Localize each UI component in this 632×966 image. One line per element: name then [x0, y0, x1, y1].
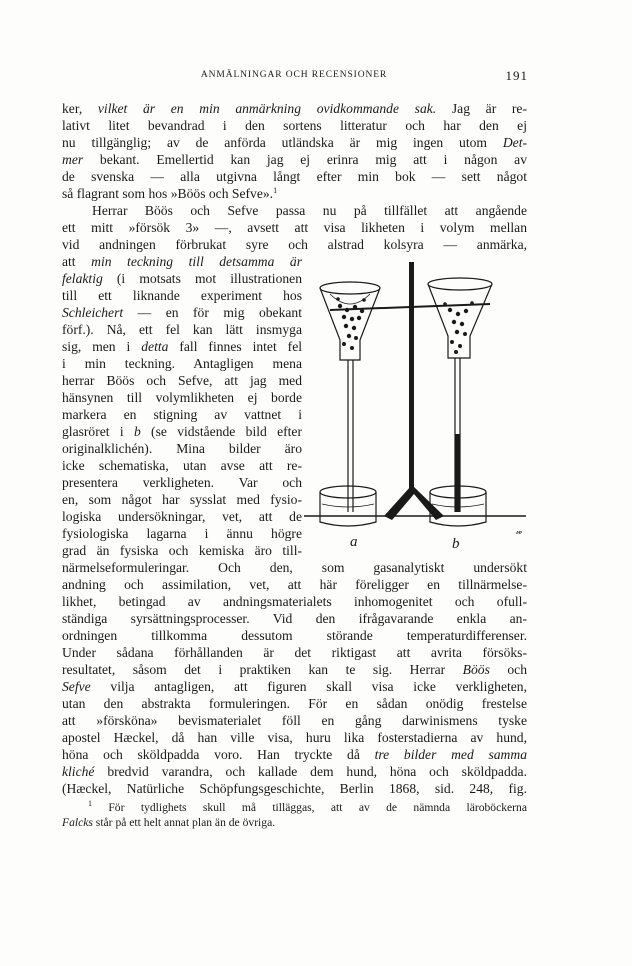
- text-line: utan den abstrakta formuleringen. För en sådan onödig frestelse: [62, 696, 527, 711]
- footnote-number: 1: [88, 799, 92, 808]
- engraver-signature: 𝓌: [516, 526, 523, 536]
- text-line: apostel Hæckel, då han ville visa, huru lika fosterstadierna av hund,: [62, 730, 527, 745]
- text-line: ker, vilket är en min anmärkning ovidkommande sak. Jag är re-: [62, 101, 527, 116]
- text-line: närmelseformuleringar. Och den, som gasanalytiskt undersökt: [62, 560, 527, 575]
- text-line: kliché bredvid varandra, och kallade dem hund, höna och sköldpadda.: [62, 764, 527, 779]
- text-line: till ett liknande experiment hos: [62, 288, 302, 303]
- text-line: ordningen tillkomma dessutom störande temperaturdifferenser.: [62, 628, 527, 643]
- text-line: lativt litet bevandrad i den sortens litteratur och har den ej: [62, 118, 527, 133]
- text-line: originalklichén). Mina bilder äro: [62, 441, 302, 456]
- footnote-line: $^1$ För tydlighets skull må tilläggas, att av de nämnda läroböckerna: [88, 799, 527, 814]
- page-number: 191: [505, 68, 528, 83]
- text-line: så flagrant som hos »Böös och Sefve».$^1$: [62, 186, 278, 201]
- label-a: a: [350, 534, 358, 550]
- water-column-b: [456, 434, 460, 512]
- text-line: sig, men i detta fall finnes intet fel: [62, 339, 302, 354]
- text-line: felaktig (i motsats mot illustrationen: [62, 271, 302, 286]
- label-b: b: [452, 536, 460, 552]
- text-line: hänsynen till volymlikheten ej borde: [62, 390, 302, 405]
- text-line: icke schematiska, utan avse att re-: [62, 458, 302, 473]
- text-line: andning och assimilation, vet, att här föreligger en tillnärmelse-: [62, 577, 527, 592]
- text-line: vid andningen förbrukat syre och alstrad kolsyra — anmärka,: [62, 237, 527, 252]
- text-line: ständiga syrsättningsprocesser. Vid den ifrågavarande enkla an-: [62, 611, 527, 626]
- stand-base: [384, 486, 444, 520]
- text-line: i min teckning. Antagligen mena: [62, 356, 302, 371]
- running-title: ANMÄLNINGAR OCH RECENSIONER: [200, 70, 388, 80]
- footnote-marker: 1: [273, 186, 278, 195]
- text-line: grad än fysiska och kemiska äro till-: [62, 543, 302, 558]
- text-line: Under sådana förhållanden är det riktigast att avrita försöks-: [62, 645, 527, 660]
- text-line: förf.). Nå, ett fel kan lätt insmyga: [62, 322, 302, 337]
- page-header: [60, 68, 528, 84]
- text-line: logiska undersökningar, vet, att de: [62, 509, 302, 524]
- text-line: glasröret i b (se vidstående bild efter: [62, 424, 302, 439]
- text-line: Sefve vilja antagligen, att figuren skall visa icke verkligheten,: [62, 679, 527, 694]
- text-line: fysiologiska lagarna i ännu högre: [62, 526, 302, 541]
- text-line: resultatet, såsom det i praktiken kan te sig. Herrar Böös och: [62, 662, 527, 677]
- text-line: en, som något har sysslat med fysio-: [62, 492, 302, 507]
- text-line: Herrar Böös och Sefve passa nu på tillfället att angående: [92, 203, 527, 218]
- funnel-a: [320, 282, 380, 512]
- text-line: att »förskönа» bevismaterialet föll en gång darwinismens tyske: [62, 713, 527, 728]
- text-line: markera en stigning av vattnet i: [62, 407, 302, 422]
- footnote-line: Falcks står på ett helt annat plan än de övriga.: [62, 816, 276, 829]
- text-line: höna och sköldpadda voro. Han tryckte då tre bilder med samma: [62, 747, 527, 762]
- text-line: att min teckning till detsamma är: [62, 254, 302, 269]
- text-line: de svenska — alla utgivna långt efter min bok — sett något: [62, 169, 527, 184]
- text-line: presentera verkligheten. Var och: [62, 475, 302, 490]
- text-line: nu tillgänglig; av de anförda utländska är mig ingen utom Det-: [62, 135, 527, 150]
- funnel-b: [428, 278, 492, 512]
- text-line: Schleichert — en för mig obekant: [62, 305, 302, 320]
- experiment-illustration: [300, 254, 532, 554]
- text-line: ett mitt »försök 3» —, avsett att visa likheten i volym mellan: [62, 220, 527, 235]
- text-line: herrar Böös och Sefve, att jag med: [62, 373, 302, 388]
- text-line: (Hæckel, Natürliche Schöpfungsgeschichte, Berlin 1868, sid. 248, fig.: [62, 781, 527, 796]
- text-line: likhet, betingad av andningsmaterialets inhomogenitet och ofull-: [62, 594, 527, 609]
- stand-pole: [409, 262, 414, 494]
- text-line: mer bekant. Emellertid kan jag ej erinra mig att i någon av: [62, 152, 527, 167]
